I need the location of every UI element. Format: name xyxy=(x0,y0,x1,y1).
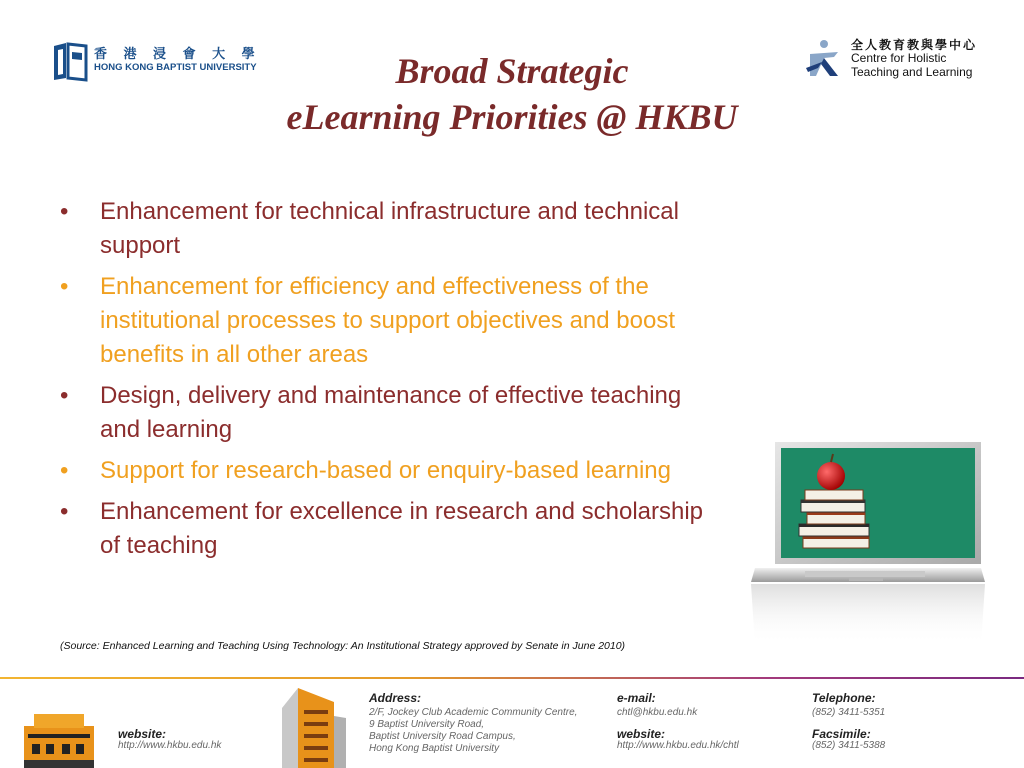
bullet-item xyxy=(60,454,720,488)
bullet-dot-icon: • xyxy=(60,273,69,300)
footer-facsimile-value: (852) 3411-5388 xyxy=(812,740,886,751)
chtl-english-line1: Centre for Holistic xyxy=(851,51,947,65)
chtl-logo xyxy=(804,36,1004,84)
footer-website-label: website: xyxy=(118,727,167,741)
footer-telephone-label: Telephone: xyxy=(812,691,876,705)
bullet-dot-icon: • xyxy=(60,498,69,525)
footer-address-label: Address: xyxy=(369,691,422,705)
chtl-english-line2: Teaching and Learning xyxy=(851,65,973,79)
bullet-list xyxy=(60,195,720,570)
footer-address-line: Baptist University Road Campus, xyxy=(369,731,516,742)
title-line2: eLearning Priorities @ HKBU xyxy=(286,97,738,137)
bullet-item xyxy=(60,270,720,372)
bullet-dot-icon: • xyxy=(60,457,69,484)
chtl-chinese-name: 全人教育教與學中心 xyxy=(851,38,978,52)
source-citation: (Source: Enhanced Learning and Teaching Using Technology: An Institutional Strategy approved by Senate in June 2010) xyxy=(60,640,626,652)
footer-telephone-value: (852) 3411-5351 xyxy=(812,707,886,718)
hkbu-english-name: HONG KONG BAPTIST UNIVERSITY xyxy=(94,62,257,73)
footer-website2-label: website: xyxy=(617,727,666,741)
bullet-dot-icon: • xyxy=(60,198,69,225)
footer-website-link[interactable]: http://www.hkbu.edu.hk xyxy=(118,740,222,751)
title-line1: Broad Strategic xyxy=(395,51,629,91)
bullet-item xyxy=(60,195,720,263)
footer-divider xyxy=(0,677,1024,679)
footer-address-line: 2/F, Jockey Club Academic Community Centre, xyxy=(369,707,578,718)
slide-title xyxy=(200,48,824,140)
bullet-text: Enhancement for excellence in research and scholarship of teaching xyxy=(100,498,704,559)
building-illustration-center xyxy=(278,688,346,768)
bullet-item xyxy=(60,379,720,447)
bullet-text: Enhancement for technical infrastructure and technical support xyxy=(100,198,679,259)
bullet-item xyxy=(60,495,720,563)
footer-facsimile-label: Facsimile: xyxy=(812,727,871,741)
bullet-dot-icon: • xyxy=(60,382,69,409)
hkbu-chinese-name: 香 港 浸 會 大 學 xyxy=(94,47,261,62)
building-illustration-left xyxy=(24,712,94,768)
hkbu-emblem-icon xyxy=(50,40,90,82)
footer-email-link[interactable]: chtl@hkbu.edu.hk xyxy=(617,707,698,718)
bullet-text: Enhancement for efficiency and effectiveness of the institutional processes to support objectives and boost benefits in all other areas xyxy=(100,273,676,368)
footer-address-line: 9 Baptist University Road, xyxy=(369,719,485,730)
footer-address-line: Hong Kong Baptist University xyxy=(369,743,500,754)
bullet-text: Design, delivery and maintenance of effective teaching and learning xyxy=(100,382,682,443)
bullet-text: Support for research-based or enquiry-based learning xyxy=(100,457,671,484)
laptop-illustration xyxy=(745,440,985,645)
footer-email-label: e-mail: xyxy=(617,691,656,705)
footer-website2-link[interactable]: http://www.hkbu.edu.hk/chtl xyxy=(617,740,739,751)
